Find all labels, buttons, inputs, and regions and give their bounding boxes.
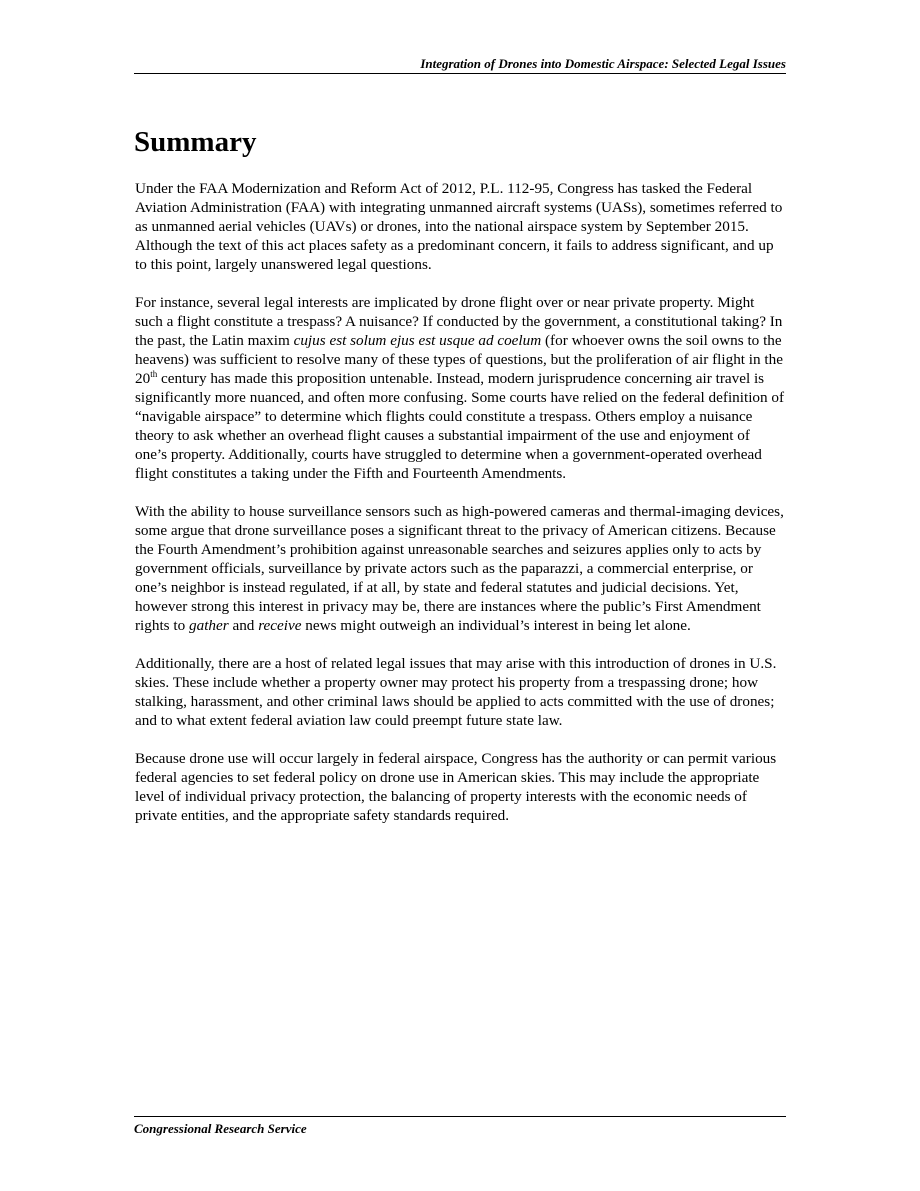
paragraph-1: Under the FAA Modernization and Reform Act of 2012, P.L. 112-95, Congress has tasked the Federal Aviation Administration (FAA) with integrating unmanned aircraft systems (UASs), sometimes referred to as unmanned aerial vehicles (UAVs) or drones, into the national airspace system by September 2015. Although the text of this act places safety as a predominant concern, it fails to address significant, and up to this point, largely unanswered legal questions.: [135, 180, 783, 273]
paragraph-3-text-and: and: [228, 617, 259, 634]
paragraph-2: [135, 293, 785, 483]
running-header: Integration of Drones into Domestic Airspace: Selected Legal Issues: [420, 56, 786, 71]
emphasis-receive: receive: [258, 617, 302, 634]
paragraph-4: Additionally, there are a host of related legal issues that may arise with this introduction of drones in U.S. skies. These include whether a property owner may protect his property from a trespassing drone; how stalking, harassment, and other criminal laws should be applied to acts committed with the use of drones; and to what extent federal aviation law could preempt future state law.: [135, 655, 777, 729]
paragraph-3-text-b: news might outweigh an individual’s interest in being let alone.: [301, 617, 691, 634]
running-footer: Congressional Research Service: [134, 1121, 307, 1136]
section-title: Summary: [134, 126, 257, 158]
paragraph-3: [135, 502, 785, 635]
footer-divider: [134, 1116, 786, 1117]
paragraph-5: Because drone use will occur largely in federal airspace, Congress has the authority or can permit various federal agencies to set federal policy on drone use in American skies. This may include the appropriate level of individual privacy protection, the balancing of property interests with the economic needs of private entities, and the appropriate safety standards required.: [135, 750, 777, 824]
header-divider: [134, 73, 786, 74]
paragraph-2-text-b: (for whoever owns the soil owns to the heavens) was sufficient to resolve many of these types of questions, but the proliferation of air flight in the 20: [135, 332, 783, 387]
summary-body: [135, 179, 785, 844]
paragraph-2-text-c: century has made this proposition untenable. Instead, modern jurisprudence concerning air travel is significantly more nuanced, and often more confusing. Some courts have relied on the federal definition of “navigable airspace” to determine which flights could constitute a trespass. Others employ a nuisance theory to ask whether an overhead flight causes a substantial impairment of the use and enjoyment of one’s property. Additionally, courts have struggled to determine when a government-operated overhead flight constitutes a taking under the Fifth and Fourteenth Amendments.: [135, 370, 785, 482]
paragraph-2-text-a: For instance, several legal interests are implicated by drone flight over or near private property. Might such a flight constitute a trespass? A nuisance? If conducted by the government, a constitutional taking? In the past, the Latin maxim: [135, 294, 783, 349]
ordinal-suffix: th: [150, 369, 158, 379]
emphasis-gather: gather: [189, 617, 229, 634]
latin-maxim: cujus est solum ejus est usque ad coelum: [293, 332, 542, 349]
paragraph-3-text-a: With the ability to house surveillance sensors such as high-powered cameras and thermal-imaging devices, some argue that drone surveillance poses a significant threat to the privacy of American citizens. Because the Fourth Amendment’s prohibition against unreasonable searches and seizures applies only to acts by government officials, surveillance by private actors such as the paparazzi, a commercial enterprise, or one’s neighbor is instead regulated, if at all, by state and federal statutes and judicial decisions. Yet, however strong this interest in privacy may be, there are instances where the public’s First Amendment rights to: [135, 503, 784, 634]
